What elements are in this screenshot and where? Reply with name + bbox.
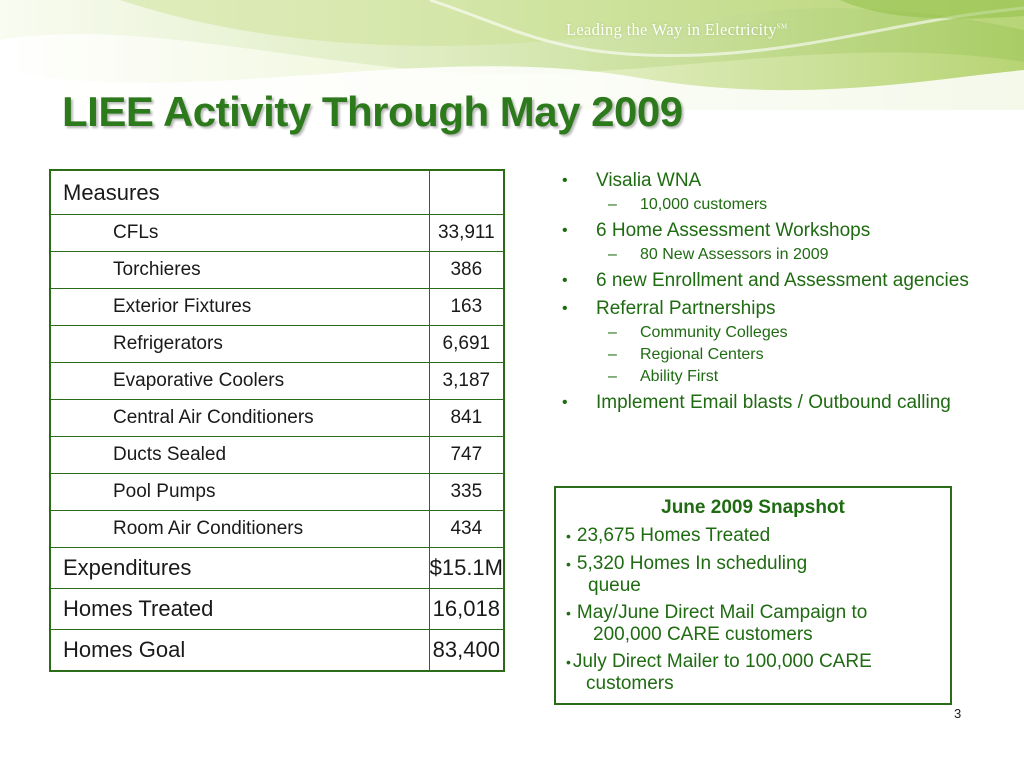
bullet-item: • 6 Home Assessment Workshops bbox=[556, 220, 976, 242]
measure-value: 3,187 bbox=[429, 363, 504, 400]
snapshot-item-text: 23,675 Homes Treated bbox=[576, 525, 771, 546]
measure-label: Torchieres bbox=[50, 252, 429, 289]
table-row bbox=[50, 437, 504, 474]
snapshot-item-continuation: customers bbox=[586, 673, 674, 694]
total-value: 16,018 bbox=[429, 589, 504, 630]
page-number: 3 bbox=[954, 706, 962, 721]
table-row bbox=[50, 400, 504, 437]
measure-value: 163 bbox=[429, 289, 504, 326]
bullet-item: • Implement Email blasts / Outbound calling bbox=[556, 392, 976, 414]
measure-value: 747 bbox=[429, 437, 504, 474]
sub-bullet-item: – 80 New Assessors in 2009 bbox=[556, 245, 976, 264]
snapshot-item-text: 5,320 Homes In scheduling bbox=[576, 553, 808, 574]
total-value: $15.1M bbox=[429, 548, 504, 589]
measure-value: 335 bbox=[429, 474, 504, 511]
page-title: LIEE Activity Through May 2009 bbox=[62, 88, 683, 135]
snapshot-item bbox=[556, 602, 950, 645]
table-row bbox=[50, 289, 504, 326]
measure-label: Exterior Fixtures bbox=[50, 289, 429, 326]
table-row bbox=[50, 511, 504, 548]
total-value: 83,400 bbox=[429, 630, 504, 672]
measure-label: Ducts Sealed bbox=[50, 437, 429, 474]
snapshot-item-continuation: 200,000 CARE customers bbox=[593, 624, 813, 645]
bullet-item: • 6 new Enrollment and Assessment agencies bbox=[556, 270, 976, 292]
bullet-item: • Visalia WNA bbox=[556, 170, 976, 192]
measure-label: Room Air Conditioners bbox=[50, 511, 429, 548]
measure-value: 6,691 bbox=[429, 326, 504, 363]
table-row bbox=[50, 215, 504, 252]
bullet-dot-icon: • bbox=[566, 556, 571, 572]
measures-table bbox=[49, 169, 505, 672]
company-tagline: Leading the Way in Electricity℠ bbox=[566, 20, 788, 39]
table-total-row bbox=[50, 548, 504, 589]
sub-bullet-item: – Community Colleges bbox=[556, 323, 976, 342]
table-total-row bbox=[50, 630, 504, 672]
snapshot-list bbox=[556, 525, 950, 694]
table-header-label: Measures bbox=[50, 170, 429, 215]
table-header-value bbox=[429, 170, 504, 215]
measure-value: 386 bbox=[429, 252, 504, 289]
table-row bbox=[50, 326, 504, 363]
bullet-item: • Referral Partnerships bbox=[556, 298, 976, 320]
measure-label: Evaporative Coolers bbox=[50, 363, 429, 400]
bullet-dot-icon: • bbox=[566, 528, 571, 544]
bullet-dot-icon: • bbox=[566, 654, 571, 670]
snapshot-item bbox=[556, 525, 950, 547]
measure-value: 434 bbox=[429, 511, 504, 548]
sub-bullet-item: – Regional Centers bbox=[556, 345, 976, 364]
bullet-dot-icon: • bbox=[566, 605, 571, 621]
sub-bullet-item: – Ability First bbox=[556, 367, 976, 386]
sub-bullet-item: – 10,000 customers bbox=[556, 195, 976, 214]
total-label: Expenditures bbox=[50, 548, 429, 589]
table-header-row bbox=[50, 170, 504, 215]
snapshot-item bbox=[556, 553, 950, 596]
measure-value: 841 bbox=[429, 400, 504, 437]
snapshot-box bbox=[554, 486, 952, 705]
total-label: Homes Treated bbox=[50, 589, 429, 630]
snapshot-item bbox=[556, 651, 950, 694]
total-label: Homes Goal bbox=[50, 630, 429, 672]
snapshot-item-continuation: queue bbox=[588, 575, 641, 596]
snapshot-title: June 2009 Snapshot bbox=[661, 497, 845, 518]
table-row bbox=[50, 474, 504, 511]
measure-label: Pool Pumps bbox=[50, 474, 429, 511]
measure-label: Central Air Conditioners bbox=[50, 400, 429, 437]
snapshot-item-text: July Direct Mailer to 100,000 CARE bbox=[572, 651, 872, 672]
activity-bullet-list bbox=[556, 164, 976, 414]
snapshot-item-text: May/June Direct Mail Campaign to bbox=[576, 602, 868, 623]
measure-label: CFLs bbox=[50, 215, 429, 252]
measure-label: Refrigerators bbox=[50, 326, 429, 363]
table-row bbox=[50, 363, 504, 400]
measure-value: 33,911 bbox=[429, 215, 504, 252]
table-total-row bbox=[50, 589, 504, 630]
table-row bbox=[50, 252, 504, 289]
